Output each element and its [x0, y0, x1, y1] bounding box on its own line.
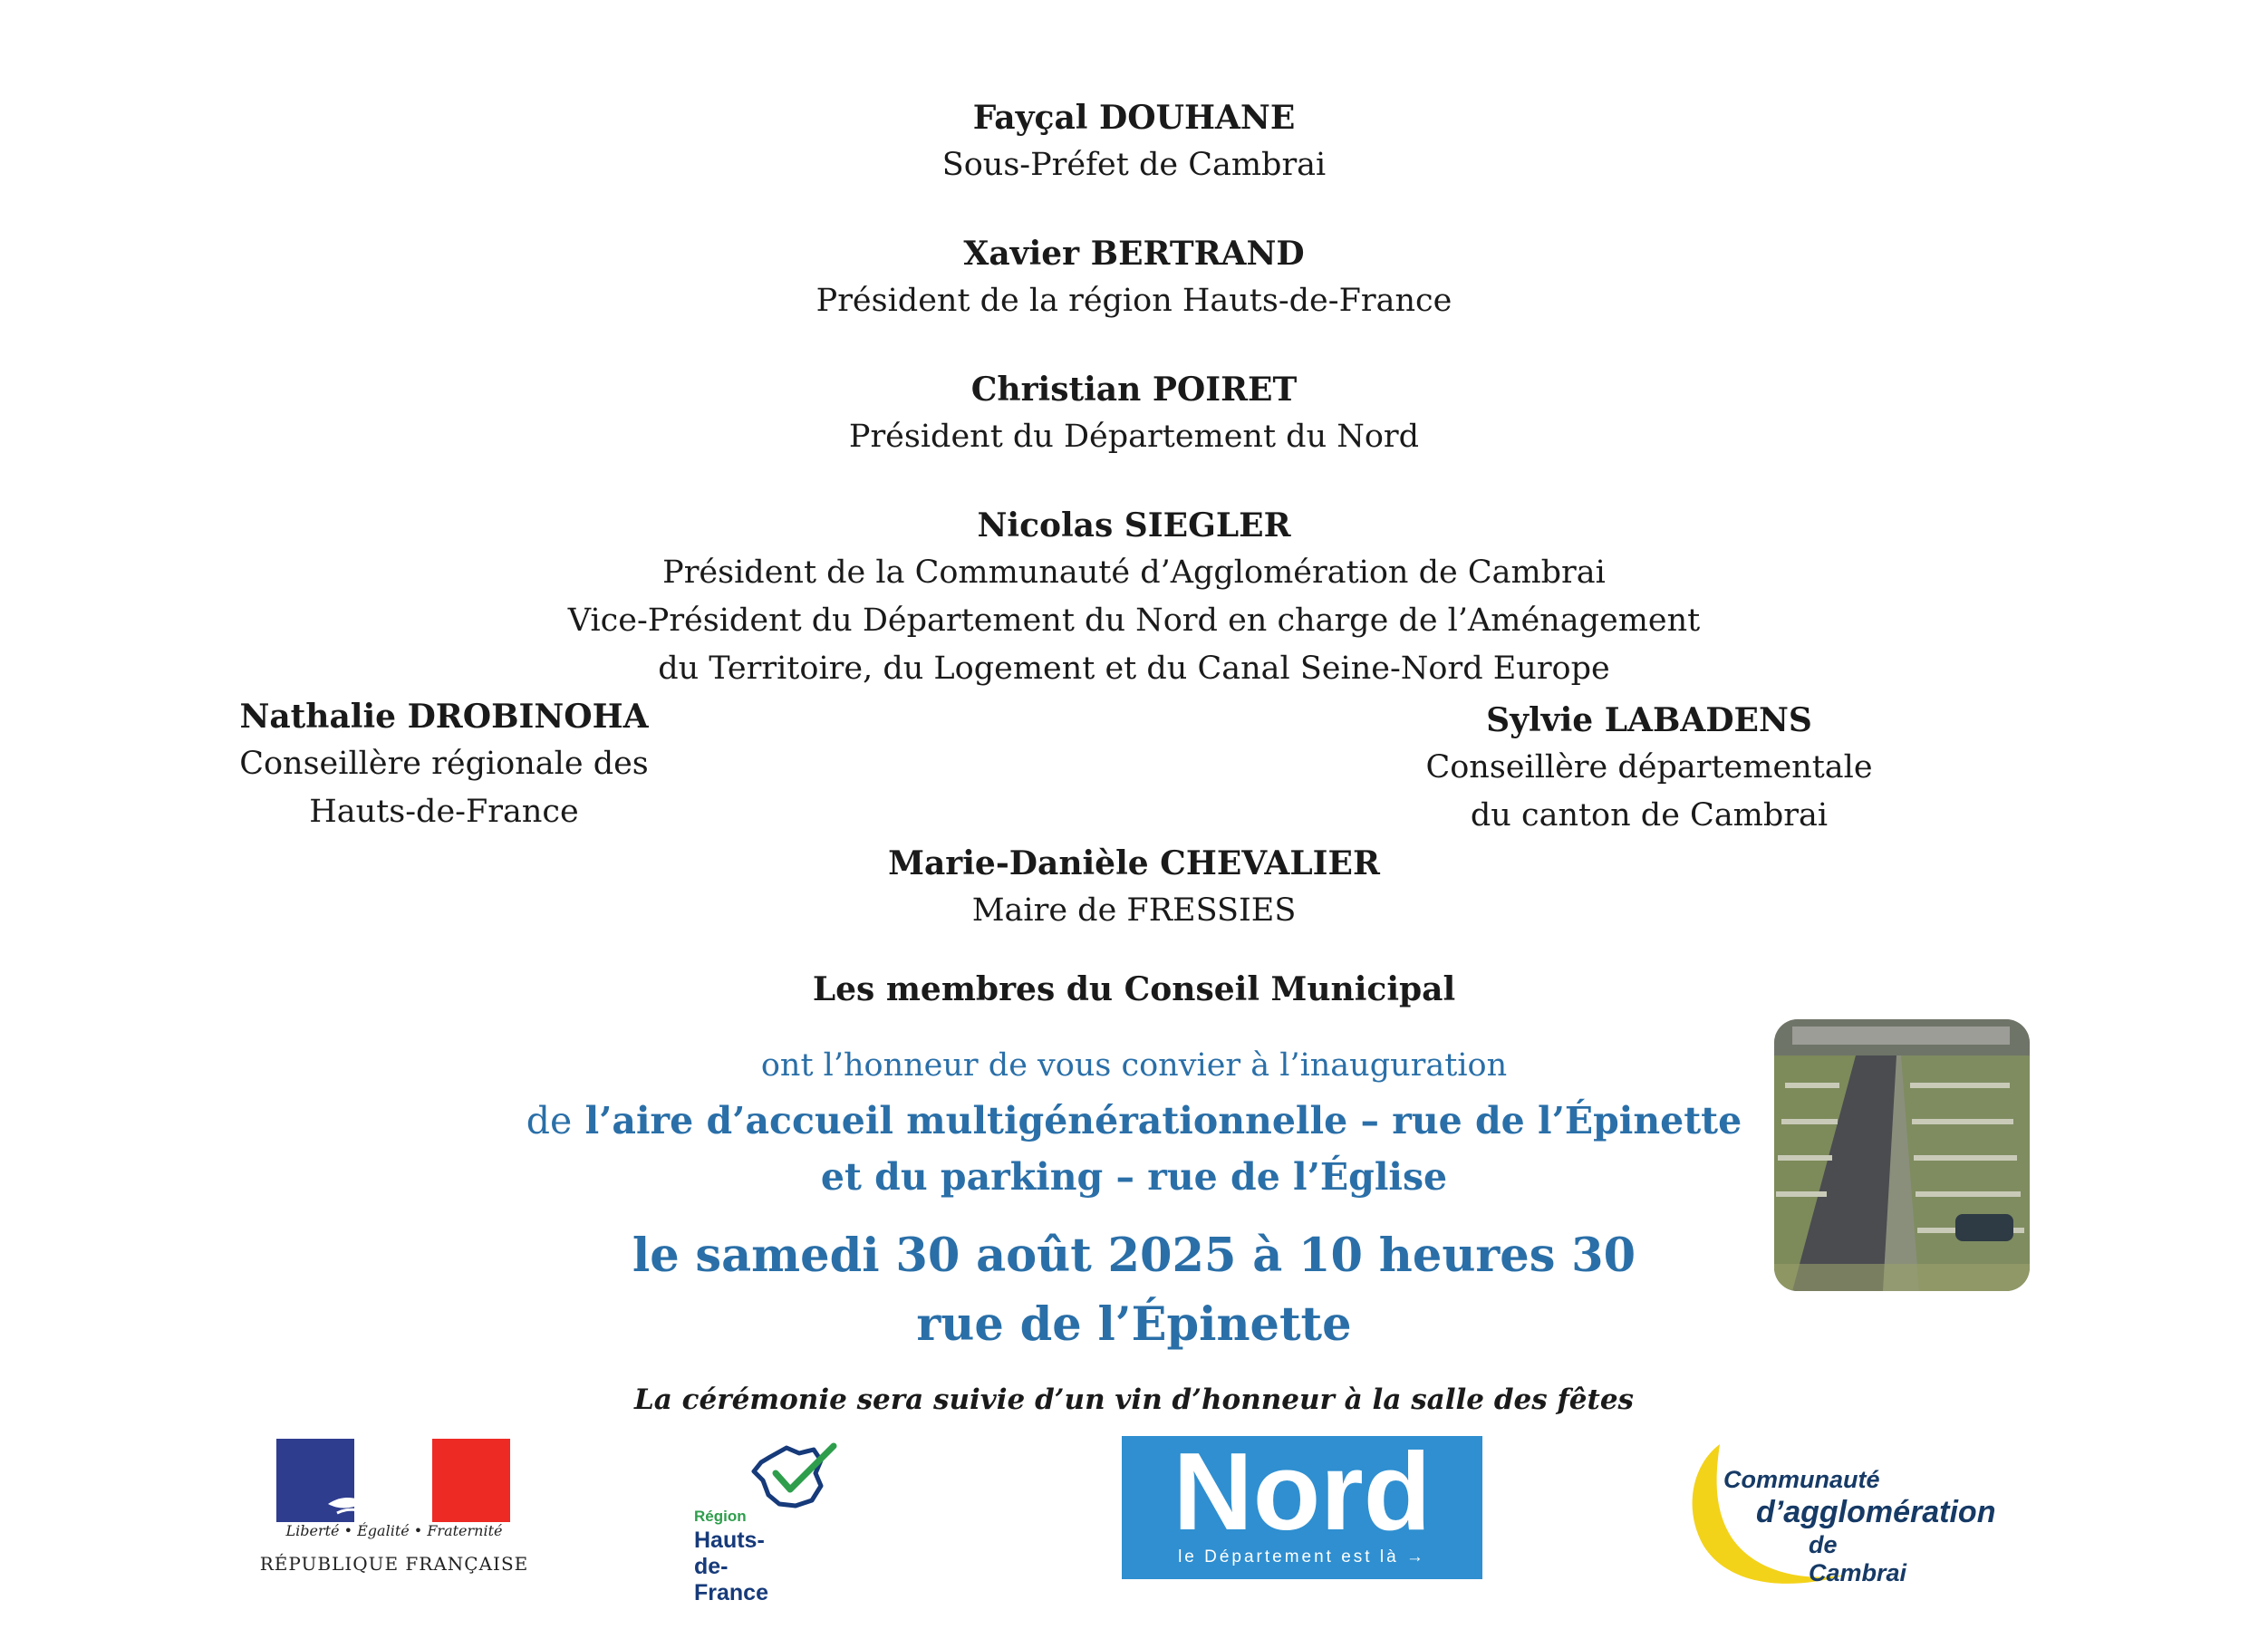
- official-title-line: du canton de Cambrai: [1470, 797, 1829, 834]
- agglo-line-3: de Cambrai: [1809, 1531, 1907, 1586]
- official-title: Président du Département du Nord: [848, 419, 1420, 455]
- site-photo: [1774, 1019, 2030, 1291]
- official-name: Christian POIRET: [970, 371, 1298, 409]
- official-2: [0, 230, 2268, 325]
- france-map-check-icon: [743, 1441, 852, 1513]
- council: [0, 966, 2268, 1013]
- mayor-name: Marie-Danièle CHEVALIER: [888, 844, 1380, 882]
- official-name: Sylvie LABADENS: [1486, 701, 1812, 739]
- official-title-line: Vice-Président du Département du Nord en charge de l’Aménagement: [567, 602, 1701, 639]
- right-official: [1423, 697, 1876, 840]
- event-place: rue de l’Épinette: [916, 1297, 1352, 1352]
- mayor: [0, 840, 2268, 935]
- invitation-intro: ont l’honneur de vous convier à l’inauguration: [760, 1047, 1508, 1084]
- invitation-venue: l’aire d’accueil multigénérationnelle – rue de l’Épinette: [584, 1099, 1742, 1142]
- official-title-line: Hauts-de-France: [309, 794, 579, 830]
- council-label: Les membres du Conseil Municipal: [812, 970, 1456, 1008]
- invitation-prefix: de: [526, 1099, 573, 1142]
- official-4: [0, 502, 2268, 693]
- official-1: [0, 94, 2268, 189]
- official-name: Fayçal DOUHANE: [972, 99, 1296, 137]
- official-title-line: Président de la Communauté d’Agglomération de Cambrai: [662, 554, 1606, 591]
- official-title: Sous-Préfet de Cambrai: [941, 147, 1327, 183]
- invitation-line-2: et du parking – rue de l’Église: [820, 1155, 1448, 1199]
- official-title-line: du Territoire, du Logement et du Canal Seine-Nord Europe: [658, 651, 1610, 687]
- official-title-line: Conseillère départementale: [1425, 749, 1873, 786]
- marianne-icon: [319, 1468, 419, 1522]
- agglo-line-1: Communauté: [1723, 1466, 1880, 1493]
- official-3: [0, 366, 2268, 461]
- mayor-title: Maire de FRESSIES: [971, 892, 1297, 929]
- official-name: Nathalie DROBINOHA: [239, 698, 649, 736]
- republique-motto: Liberté • Égalité • Fraternité: [285, 1522, 503, 1539]
- official-title-line: Conseillère régionale des: [239, 746, 649, 782]
- republique-name: RÉPUBLIQUE FRANÇAISE: [259, 1553, 529, 1575]
- official-name: Xavier BERTRAND: [963, 235, 1305, 273]
- region-name: Hauts-de-France: [694, 1528, 768, 1605]
- agglo-line-2: d’agglomération: [1756, 1495, 1996, 1529]
- reception-note: [0, 1379, 2268, 1421]
- left-official: [227, 693, 661, 836]
- site-photo-image: [1774, 1019, 2030, 1291]
- nord-wordmark: Nord: [1173, 1430, 1432, 1553]
- official-name: Nicolas SIEGLER: [977, 506, 1291, 545]
- region-label: Région: [694, 1508, 747, 1525]
- official-title: Président de la région Hauts-de-France: [816, 283, 1452, 319]
- nord-tagline: le Département est là →: [1178, 1547, 1426, 1566]
- event-date: le samedi 30 août 2025 à 10 heures 30: [632, 1229, 1636, 1283]
- reception-text: La cérémonie sera suivie d’un vin d’honneur à la salle des fêtes: [633, 1383, 1635, 1416]
